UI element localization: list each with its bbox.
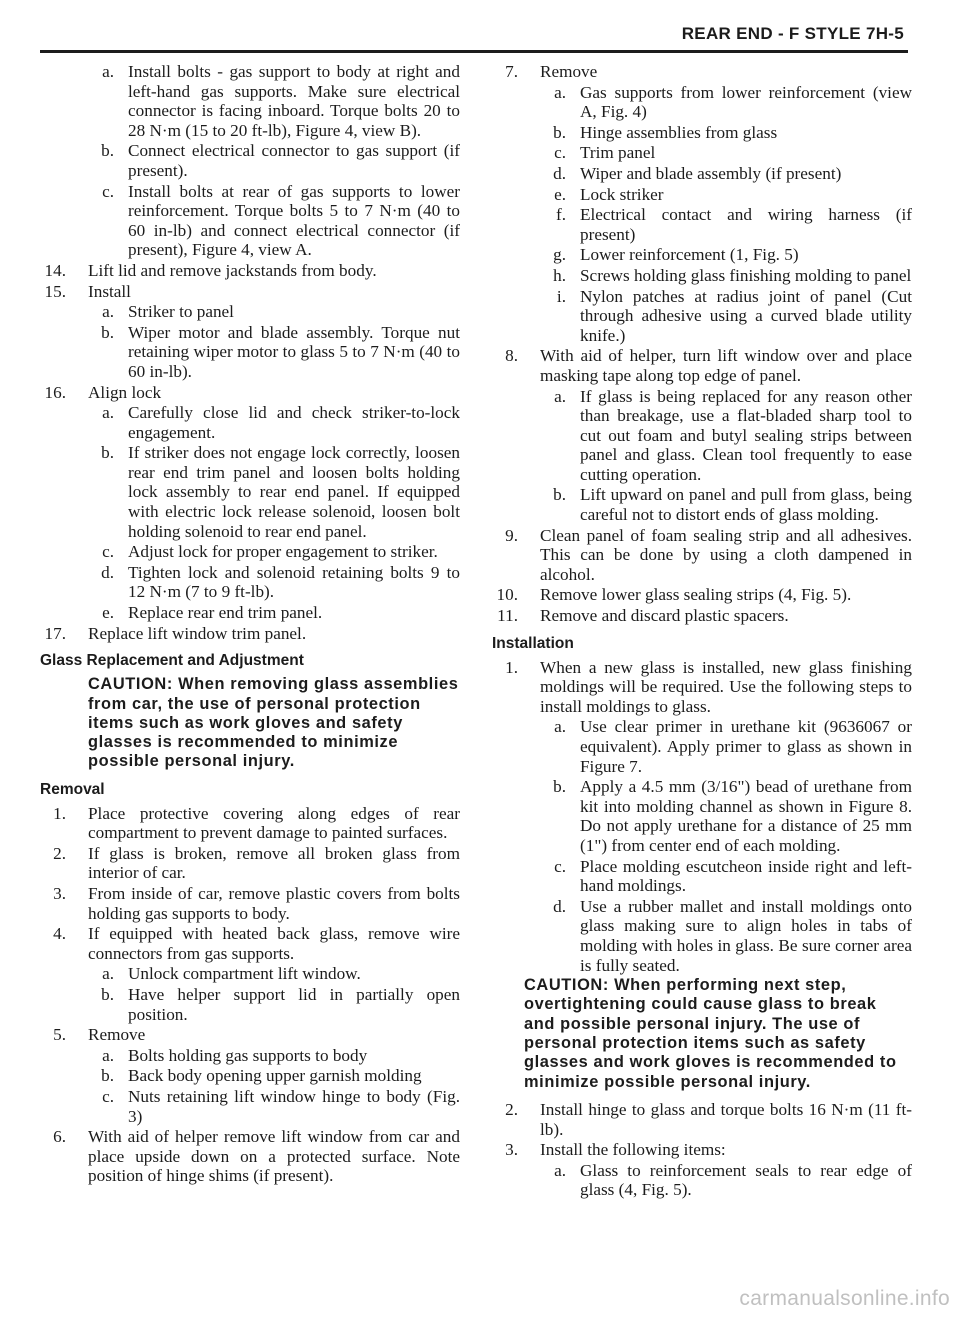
item-text: Install: [88, 281, 131, 301]
substep-item: [492, 387, 912, 485]
item-text: Striker to panel: [128, 302, 234, 322]
step-item: [492, 346, 912, 385]
substep-item: [492, 857, 912, 896]
substep-item: [492, 485, 912, 524]
step-item: [492, 658, 912, 717]
step-item: [492, 1100, 912, 1139]
item-text: Gas supports from lower reinforcement (view A, Fig. 4): [580, 82, 912, 122]
item-text: Remove and discard plastic spacers.: [540, 606, 789, 626]
item-number: 15.: [44, 281, 66, 301]
substep-item: [40, 603, 460, 623]
item-text: Electrical contact and wiring harness (if present): [580, 205, 912, 244]
item-text: Apply a 4.5 mm (3/16") bead of urethane from kit into molding channel as shown in Figure 8. Do not apply urethane for a distance of 25 mm (1") from center end of each molding.: [580, 777, 912, 855]
substep-item: [492, 185, 912, 205]
step-item: [492, 62, 912, 82]
item-number: b.: [101, 1066, 114, 1086]
item-text: Remove: [540, 62, 598, 81]
item-text: Lift upward on panel and pull from glass, being careful not to distort ends of glass molding.: [580, 485, 912, 525]
item-number: 2.: [505, 1099, 518, 1119]
right-column: [492, 62, 912, 1201]
substep-item: [492, 287, 912, 346]
item-number: b.: [101, 322, 114, 342]
substep-item: [492, 777, 912, 855]
item-text: Replace rear end trim panel.: [128, 603, 323, 623]
item-number: b.: [553, 485, 566, 505]
item-number: a.: [102, 403, 114, 423]
item-number: h.: [553, 265, 566, 285]
section-heading: Installation: [492, 634, 574, 652]
item-text: If glass is broken, remove all broken glass from interior of car.: [88, 843, 460, 883]
section-heading: Glass Replacement and Adjustment: [40, 652, 304, 670]
item-text: Remove: [88, 1025, 146, 1045]
item-number: 3.: [53, 884, 66, 904]
item-text: Tighten lock and solenoid retaining bolts 9 to 12 N·m (7 to 9 ft-lb).: [128, 562, 460, 602]
item-number: b.: [553, 122, 566, 142]
substep-item: [40, 323, 460, 382]
step-item: [492, 606, 912, 626]
step-item: [40, 624, 460, 644]
item-number: a.: [102, 964, 114, 984]
item-number: 2.: [53, 843, 66, 863]
substep-item: [40, 302, 460, 322]
watermark: carmanualsonline.info: [739, 1287, 950, 1310]
item-number: a.: [554, 82, 566, 102]
item-number: a.: [554, 1160, 566, 1180]
item-text: Use a rubber mallet and install moldings onto glass making sure to align holes in tabs of molding with holes in glass. Be sure corner area is fully seated.: [580, 896, 912, 975]
item-number: b.: [101, 985, 114, 1005]
item-number: c.: [102, 542, 114, 562]
substep-item: [492, 143, 912, 163]
item-number: d.: [553, 163, 566, 183]
step-item: [40, 844, 460, 883]
item-text: Align lock: [88, 382, 162, 402]
item-number: 4.: [53, 924, 66, 944]
left-column: [40, 62, 460, 1187]
item-text: Install bolts - gas support to body at right and left-hand gas supports. Make sure electrical connector is facing inboard. Torque bolts 20 to 28 N·m (15 to 20 ft-lb), Figure 4, view B).: [128, 62, 460, 140]
item-text: Install the following items:: [540, 1140, 726, 1160]
step-item: [40, 1127, 460, 1186]
caution-note: CAUTION: When removing glass assemblies from car, the use of personal protection items such as work gloves and safety glasses is recommended to minimize possible personal injury.: [88, 675, 459, 771]
item-number: c.: [102, 181, 114, 201]
step-item: [40, 804, 460, 843]
item-number: d.: [553, 896, 566, 916]
item-text: Connect electrical connector to gas support (if present).: [128, 141, 460, 180]
item-number: a.: [102, 1045, 114, 1065]
item-text: Wiper and blade assembly (if present): [580, 163, 842, 183]
substep-item: [40, 563, 460, 602]
item-text: Lock striker: [580, 184, 664, 204]
substep-item: [40, 443, 460, 541]
item-text: Nuts retaining lift window hinge to body (Fig. 3): [128, 1087, 460, 1126]
item-text: Place molding escutcheon inside right and left-hand moldings.: [580, 856, 912, 896]
item-number: c.: [554, 856, 566, 876]
substep-item: [492, 205, 912, 244]
substep-item: [40, 985, 460, 1024]
substep-item: [492, 897, 912, 975]
substep-item: [492, 123, 912, 143]
item-text: Unlock compartment lift window.: [128, 964, 361, 984]
item-number: e.: [102, 603, 114, 623]
substep-item: [40, 62, 460, 140]
item-text: Back body opening upper garnish molding: [128, 1066, 422, 1086]
item-number: 3.: [505, 1140, 518, 1160]
item-text: Place protective covering along edges of rear compartment to prevent damage to painted surfaces.: [88, 803, 460, 843]
page-header: [40, 18, 908, 53]
item-number: 11.: [497, 606, 518, 626]
item-number: 17.: [44, 623, 66, 643]
substep-item: [40, 141, 460, 180]
substep-item: [40, 542, 460, 562]
item-text: Install hinge to glass and torque bolts 16 N·m (11 ft-lb).: [540, 1099, 912, 1139]
substep-item: [40, 403, 460, 442]
item-number: 6.: [53, 1127, 66, 1147]
item-text: Use clear primer in urethane kit (9636067 or equivalent). Apply primer to glass as shown in Figure 7.: [580, 717, 912, 776]
item-text: With aid of helper, turn lift window over and place masking tape along top edge of panel.: [540, 346, 912, 385]
substep-item: [492, 717, 912, 776]
substep-item: [492, 245, 912, 265]
item-text: Install bolts at rear of gas supports to lower reinforcement. Torque bolts 5 to 7 N·m (40 to 60 in-lb) and connect electrical connector (if present), Figure 4, view A.: [128, 181, 460, 260]
item-number: a.: [102, 302, 114, 322]
item-number: 5.: [53, 1025, 66, 1045]
item-text: Remove lower glass sealing strips (4, Fig. 5).: [540, 585, 852, 605]
item-number: 1.: [505, 657, 518, 677]
step-item: [40, 261, 460, 281]
item-number: a.: [554, 717, 566, 737]
step-item: [492, 526, 912, 585]
step-item: [40, 924, 460, 963]
item-number: 16.: [44, 382, 66, 402]
item-number: 8.: [505, 346, 518, 366]
item-number: c.: [102, 1087, 114, 1107]
substep-item: [40, 182, 460, 260]
item-number: i.: [556, 286, 566, 306]
item-number: d.: [101, 562, 114, 582]
item-number: 14.: [44, 260, 66, 280]
item-text: Bolts holding gas supports to body: [128, 1045, 368, 1065]
item-text: Have helper support lid in partially open position.: [128, 985, 460, 1024]
item-text: If striker does not engage lock correctly, loosen rear end trim panel and loosen bolts holding lock assembly to rear end panel. If equipped with electric lock release solenoid, loosen bolt holding solenoid to rear end panel.: [128, 443, 460, 541]
substep-item: [40, 1087, 460, 1126]
item-text: Lower reinforcement (1, Fig. 5): [580, 245, 799, 265]
item-text: Wiper motor and blade assembly. Torque nut retaining wiper motor to glass 5 to 7 N·m (40 to 60 in-lb).: [128, 322, 460, 381]
item-text: Hinge assemblies from glass: [580, 122, 778, 142]
item-text: Carefully close lid and check striker-to-lock engagement.: [128, 403, 460, 442]
item-text: Trim panel: [580, 143, 656, 163]
item-text: If glass is being replaced for any reason other than breakage, use a flat-bladed sharp tool to cut out foam and butyl sealing strips between panel and glass. Clean tool frequently to ease cutting operation.: [580, 386, 912, 484]
item-number: f.: [555, 205, 566, 225]
substep-item: [492, 164, 912, 184]
item-number: g.: [553, 245, 566, 265]
item-text: From inside of car, remove plastic covers from bolts holding gas supports to body.: [88, 884, 460, 923]
page-title: REAR END - F STYLE 7H-5: [681, 24, 904, 43]
item-text: Screws holding glass finishing molding to panel: [580, 265, 912, 285]
step-item: [40, 383, 460, 403]
section-heading: Removal: [40, 780, 105, 798]
item-text: Nylon patches at radius joint of panel (Cut through adhesive using a curved blade utility knife.): [580, 286, 912, 345]
item-number: 9.: [505, 525, 518, 545]
item-text: If equipped with heated back glass, remove wire connectors from gas supports.: [88, 924, 460, 963]
item-number: 10.: [496, 585, 518, 605]
item-number: b.: [553, 777, 566, 797]
item-number: 1.: [53, 803, 66, 823]
item-text: With aid of helper remove lift window from car and place upside down on a protected surface. Note position of hinge shims (if present).: [88, 1127, 460, 1186]
substep-item: [492, 83, 912, 122]
item-text: Lift lid and remove jackstands from body.: [88, 260, 377, 280]
item-text: Clean panel of foam sealing strip and all adhesives. This can be done by using a cloth dampened in alcohol.: [540, 525, 912, 584]
item-number: a.: [554, 386, 566, 406]
caution-note: CAUTION: When performing next step, overtightening could cause glass to break and possible personal injury. The use of personal protection items such as safety glasses and work gloves is recommended to minimize possible personal injury.: [524, 976, 897, 1091]
item-number: b.: [101, 443, 114, 463]
substep-item: [492, 1161, 912, 1200]
item-number: a.: [102, 62, 114, 81]
item-number: c.: [554, 143, 566, 163]
item-text: Replace lift window trim panel.: [88, 623, 307, 643]
item-number: e.: [554, 184, 566, 204]
item-text: When a new glass is installed, new glass finishing moldings will be required. Use the following steps to install moldings to glass.: [540, 657, 912, 716]
substep-item: [40, 1046, 460, 1066]
substep-item: [40, 964, 460, 984]
item-text: Adjust lock for proper engagement to striker.: [128, 542, 438, 562]
step-item: [40, 282, 460, 302]
step-item: [40, 1025, 460, 1045]
step-item: [40, 884, 460, 923]
item-number: b.: [101, 141, 114, 161]
step-item: [492, 585, 912, 605]
substep-item: [492, 266, 912, 286]
item-text: Glass to reinforcement seals to rear edge of glass (4, Fig. 5).: [580, 1160, 912, 1200]
item-number: 7.: [505, 62, 518, 81]
step-item: [492, 1140, 912, 1160]
substep-item: [40, 1066, 460, 1086]
